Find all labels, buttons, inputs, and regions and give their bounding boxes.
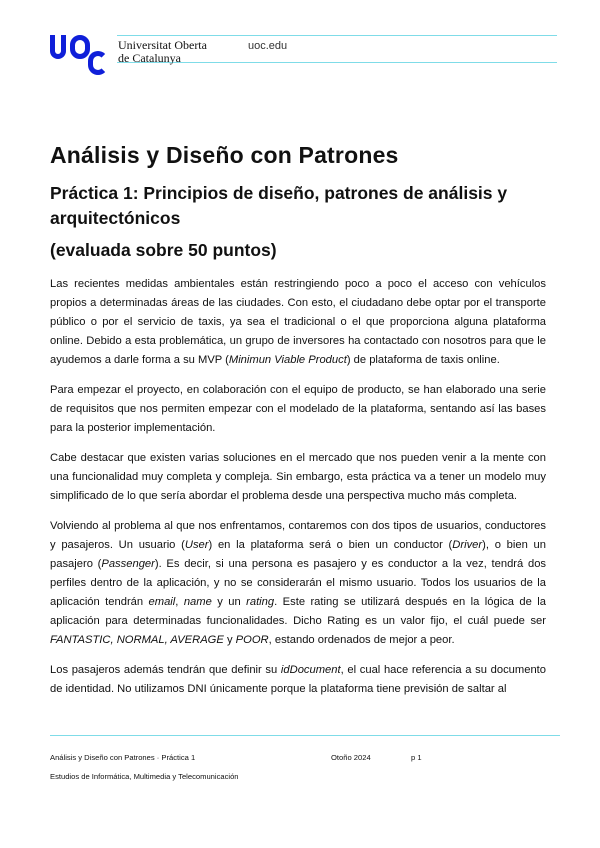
mvp-term: Minimun Viable Product bbox=[228, 354, 347, 366]
term-poor: POOR bbox=[235, 634, 269, 646]
footer-rule bbox=[50, 735, 560, 736]
logo-line-2: de Catalunya bbox=[118, 51, 181, 65]
evaluation-note: (evaluada sobre 50 puntos) bbox=[50, 240, 277, 260]
footer-course: Análisis y Diseño con Patrones · Práctica 1 bbox=[50, 753, 196, 762]
paragraph-1-text-a: Las recientes medidas ambientales están restringiendo poco a poco el acceso con vehículos propios a determinadas áreas de las ciudades. Con esto, el ciudadano debe optar por el transporte público o por el servicio de taxis, ya sea el tradicional o el que proporciona alguna plataforma online. Debido a esta problemática, un grupo de inversores ha contactado con nosotros para que le ayudemos a darle forma a su MVP ( bbox=[50, 278, 546, 366]
term-email: email bbox=[148, 596, 176, 608]
document-body bbox=[50, 142, 546, 699]
term-name: name bbox=[183, 596, 212, 608]
paragraph-1-text-b: ) de plataforma de taxis online. bbox=[346, 354, 500, 366]
paragraph-3: Cabe destacar que existen varias soluciones en el mercado que nos pueden venir a la mente con una funcionalidad muy completa y compleja. Sin embargo, esta práctica va a tener un modelo muy simplificado de lo que sería abordar el problema desde una perspectiva mucho más completa. bbox=[50, 452, 546, 502]
term-passenger: Passenger bbox=[101, 558, 155, 570]
term-driver: Driver bbox=[452, 539, 483, 551]
p4-and-2: y bbox=[223, 634, 236, 646]
p4-text-e: . Este rating se utilizará después en la lógica de la aplicación para determinadas funcionalidades. Dicho Rating es un valor fijo, el cuál puede ser bbox=[50, 596, 546, 627]
term-rating: rating bbox=[246, 596, 275, 608]
p5-text-a: Los pasajeros además tendrán que definir su bbox=[50, 664, 281, 676]
p4-text-f: , estando ordenados de mejor a peor. bbox=[268, 634, 455, 646]
term-rating-values: FANTASTIC, NORMAL, AVERAGE bbox=[50, 634, 224, 646]
footer-page-number: p 1 bbox=[411, 753, 422, 762]
footer-studies: Estudios de Informática, Multimedia y Telecomunicación bbox=[50, 772, 239, 781]
p4-text-d: ). Es decir, si una persona es pasajero y es conductor a la vez, tendrá dos perfiles dentro de la aplicación, y no se considerarán el mismo usuario. Todos los usuarios de la aplicación tendrán bbox=[50, 558, 547, 608]
p4-comma: , bbox=[175, 596, 184, 608]
logo-line-1: Universitat Oberta bbox=[118, 38, 207, 52]
p4-and: y un bbox=[211, 596, 247, 608]
p5-text-b: , el cual hace referencia a su documento de identidad. No utilizamos DNI únicamente porque la plataforma tiene previsión de saltar al bbox=[50, 664, 546, 695]
term-user: User bbox=[184, 539, 209, 551]
footer-date: Otoño 2024 bbox=[331, 753, 371, 762]
term-id-document: idDocument bbox=[280, 664, 341, 676]
document-title: Análisis y Diseño con Patrones bbox=[50, 142, 399, 168]
paragraph-4 bbox=[50, 517, 546, 650]
uoc-logo-text bbox=[118, 39, 207, 65]
paragraph-1 bbox=[50, 275, 546, 370]
uoc-logo-mark bbox=[50, 35, 110, 77]
paragraph-5 bbox=[50, 661, 546, 699]
uoc-logo[interactable] bbox=[50, 35, 207, 77]
p4-text-a: Volviendo al problema al que nos enfrentamos, contaremos con dos tipos de usuarios, conductores y pasajeros. Un usuario ( bbox=[50, 520, 546, 551]
p4-text-b: ) en la plataforma será o bien un conductor ( bbox=[208, 539, 453, 551]
paragraph-2: Para empezar el proyecto, en colaboración con el equipo de producto, se han elaborado una serie de requisitos que nos permiten empezar con el modelado de la plataforma, sentando así las bases para la posterior implementación. bbox=[50, 384, 546, 434]
site-link[interactable]: uoc.edu bbox=[248, 40, 288, 52]
document-subtitle: Práctica 1: Principios de diseño, patrones de análisis y arquitectónicos bbox=[50, 183, 508, 228]
p4-text-c: ), o bien un pasajero ( bbox=[50, 539, 546, 570]
